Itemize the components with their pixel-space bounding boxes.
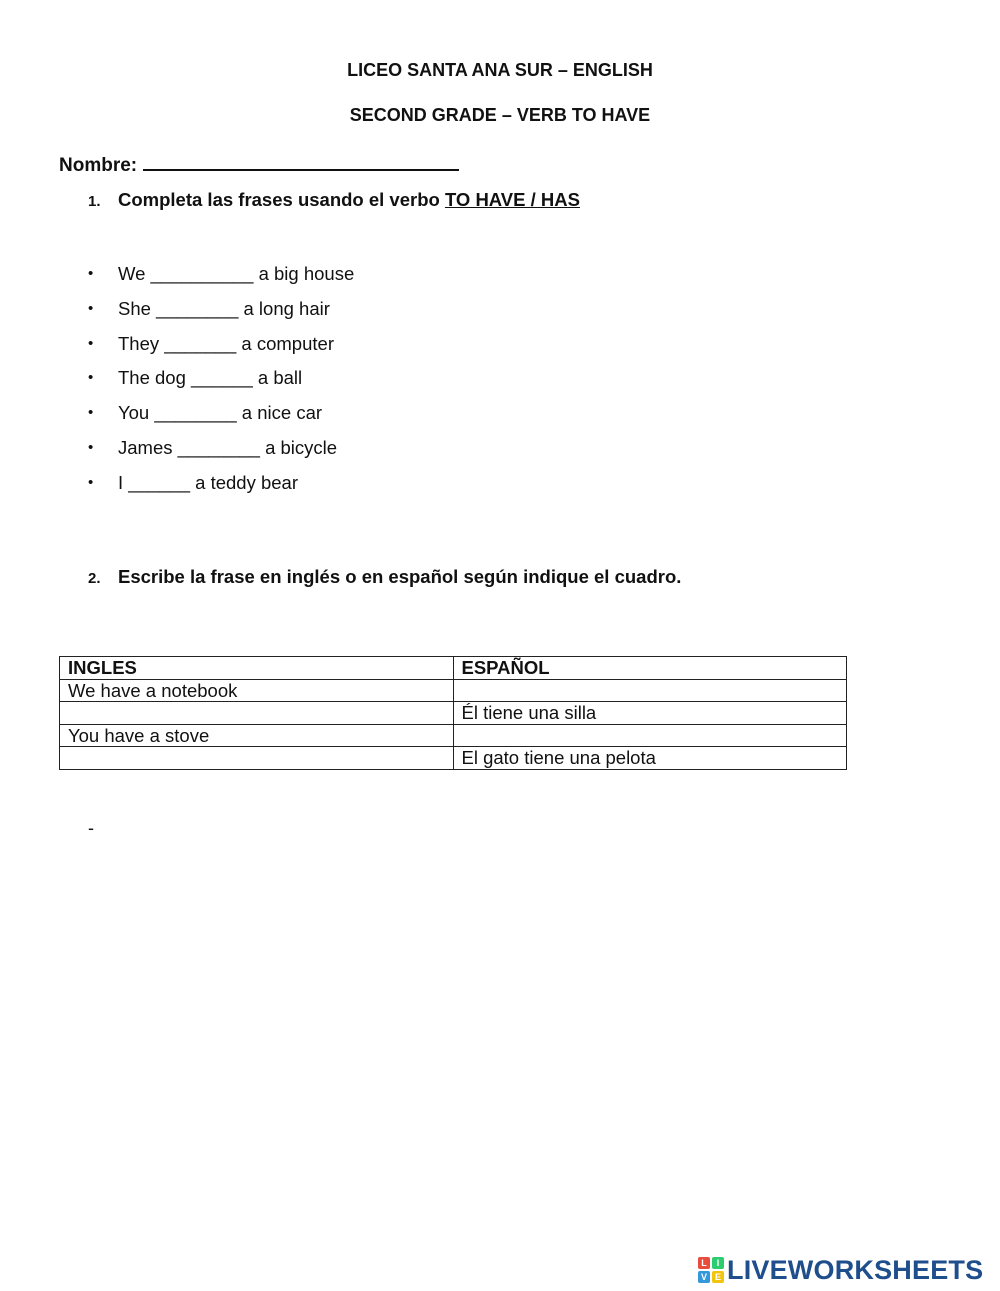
school-title: LICEO SANTA ANA SUR – ENGLISH: [347, 60, 653, 80]
name-label: Nombre:: [59, 155, 138, 176]
bullet-icon: •: [88, 473, 94, 491]
table-row: [60, 724, 847, 747]
logo-block: E: [712, 1271, 724, 1283]
trailing-dash: -: [88, 818, 94, 838]
header-ingles: INGLES: [60, 657, 454, 680]
table-cell[interactable]: [453, 679, 847, 702]
table-cell[interactable]: We have a notebook: [60, 679, 454, 702]
name-blank-line[interactable]: [143, 151, 459, 171]
bullet-icon: •: [88, 404, 94, 422]
table-row: [60, 702, 847, 725]
logo-text: LIVEWORKSHEETS: [727, 1254, 984, 1285]
logo-block: I: [712, 1257, 724, 1269]
bullet-icon: •: [88, 265, 94, 282]
bullet-icon: •: [88, 369, 94, 387]
logo-blocks-icon: [698, 1257, 724, 1283]
list-item-text[interactable]: They _______ a computer: [118, 332, 334, 354]
liveworksheets-logo: [698, 1254, 983, 1286]
question-2-text: Escribe la frase en inglés o en español según indique el cuadro.: [118, 566, 682, 587]
bullet-icon: •: [88, 438, 94, 456]
question-1-emphasis: TO HAVE / HAS: [444, 189, 580, 210]
list-item-text[interactable]: James ________ a bicycle: [118, 436, 338, 458]
list-item-text[interactable]: We __________ a big house: [118, 263, 355, 284]
table-cell[interactable]: [60, 747, 454, 770]
question-1: [88, 189, 580, 211]
question-2: [88, 566, 681, 588]
header-espanol: ESPAÑOL: [453, 657, 847, 680]
question-2-number: 2.: [88, 570, 101, 587]
table-cell[interactable]: [453, 724, 847, 747]
list-item-text[interactable]: You ________ a nice car: [118, 402, 323, 424]
table-cell[interactable]: Él tiene una silla: [453, 702, 847, 725]
bullet-icon: •: [88, 334, 94, 352]
worksheet-title: SECOND GRADE – VERB TO HAVE: [349, 105, 651, 125]
table-row: [60, 747, 847, 770]
list-item-text[interactable]: The dog ______ a ball: [118, 367, 303, 389]
logo-block: V: [698, 1271, 710, 1283]
name-field-row: [59, 151, 459, 177]
bullet-icon: •: [88, 299, 94, 317]
question-1-text: Completa las frases usando el verbo: [118, 189, 445, 210]
logo-block: L: [698, 1257, 710, 1269]
table-header-row: [60, 657, 847, 680]
question-1-number: 1.: [88, 193, 101, 210]
table-cell[interactable]: You have a stove: [60, 724, 454, 747]
table-row: [60, 679, 847, 702]
list-item-text[interactable]: I ______ a teddy bear: [118, 471, 299, 493]
translation-table: [59, 656, 847, 770]
table-cell[interactable]: El gato tiene una pelota: [453, 747, 847, 770]
table-cell[interactable]: [60, 702, 454, 725]
list-item-text[interactable]: She ________ a long hair: [118, 297, 330, 319]
